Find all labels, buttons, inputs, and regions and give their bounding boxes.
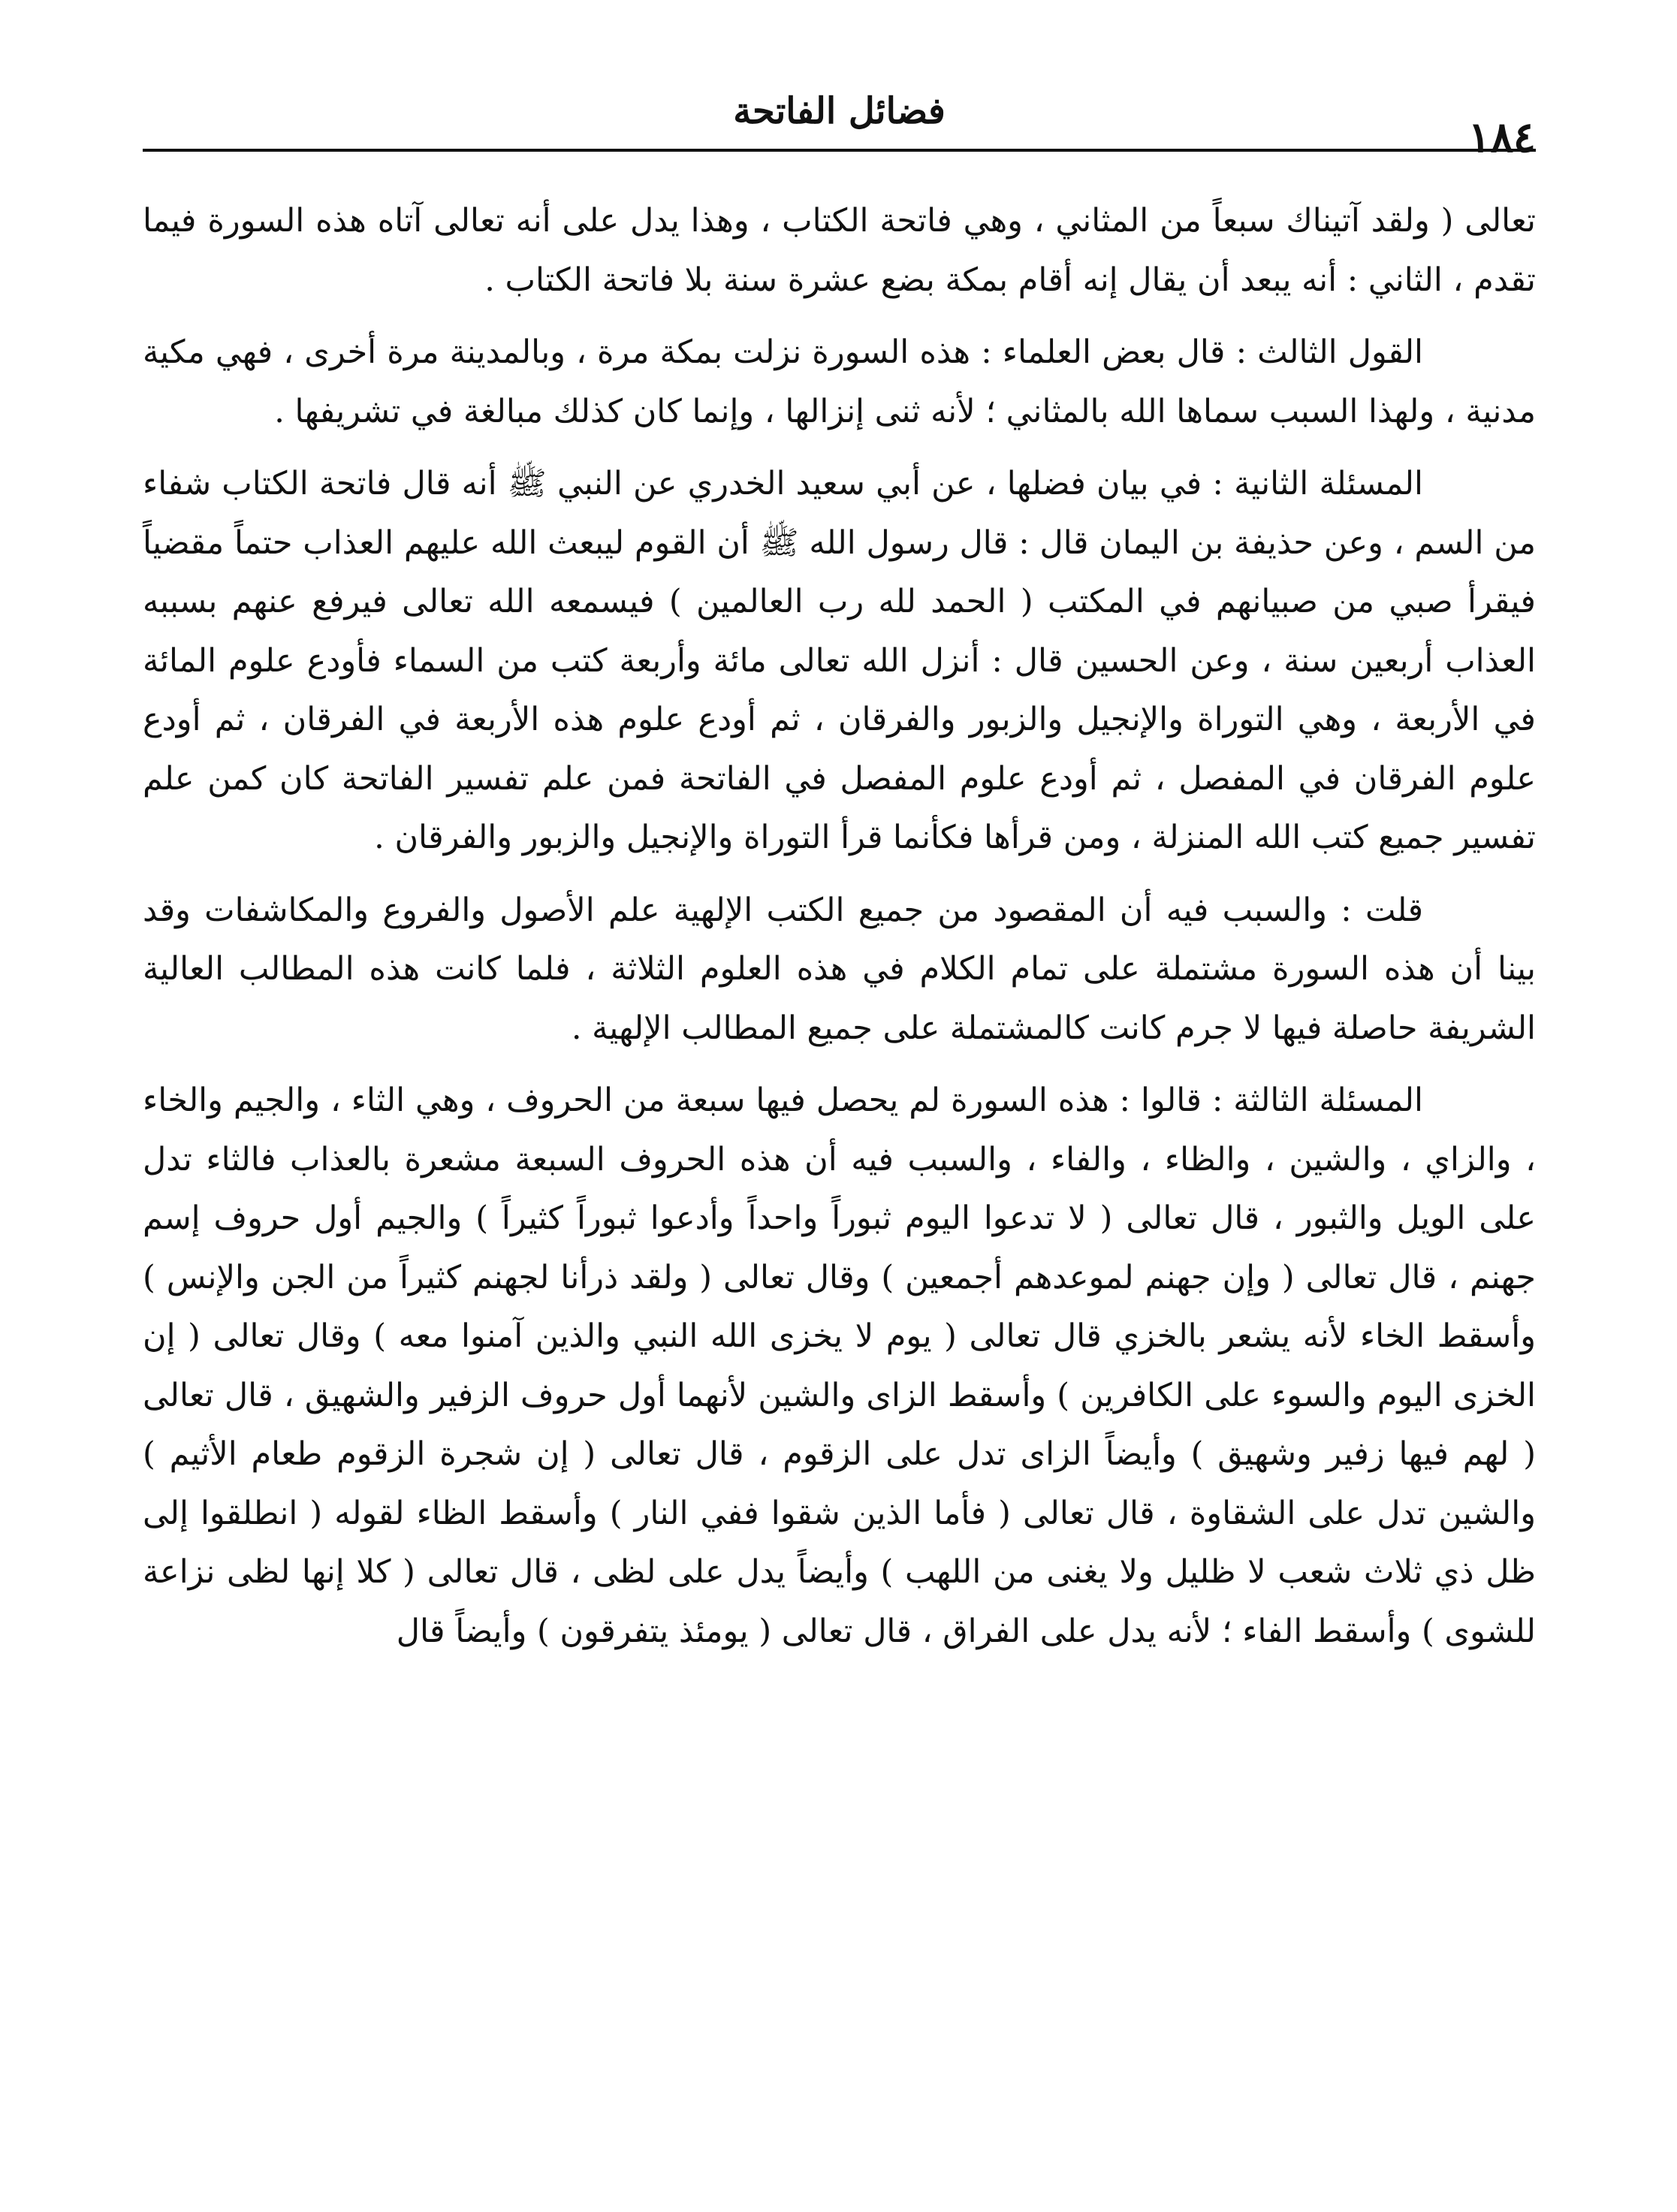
paragraph: قلت : والسبب فيه أن المقصود من جميع الكتب الإلهية علم الأصول والفروع والمكاشفات وقد بينا أن هذه السورة مشتملة على تمام الكلام في هذه العلوم الثلاثة ، فلما كانت هذه المطالب العالية الشريفة حاصلة فيها لا جرم كانت كالمشتملة على جميع المطالب الإلهية . [143,891,1536,1047]
paragraph: المسئلة الثانية : في بيان فضلها ، عن أبي سعيد الخدري عن النبي ﷺ أنه قال فاتحة الكتاب شفاء من السم ، وعن حذيفة بن اليمان قال : قال رسول الله ﷺ أن القوم ليبعث الله عليهم العذاب حتماً مقضياً فيقرأ صبي من صبيانهم في المكتب ( الحمد لله رب العالمين ) فيسمعه الله تعالى فيرفع عنهم بسببه العذاب أربعين سنة ، وعن الحسين قال : أنزل الله تعالى مائة وأربعة كتب من السماء فأودع علوم المائة في الأربعة ، وهي التوراة والإنجيل والزبور والفرقان ، ثم أودع علوم هذه الأربعة في الفرقان ، ثم أودع علوم الفرقان في المفصل ، ثم أودع علوم المفصل في الفاتحة فمن علم تفسير الفاتحة كان كمن علم تفسير جميع كتب الله المنزلة ، ومن قرأها فكأنما قرأ التوراة والإنجيل والزبور والفرقان . [143,465,1536,856]
paragraph: المسئلة الثالثة : قالوا : هذه السورة لم يحصل فيها سبعة من الحروف ، وهي الثاء ، والجيم والخاء ، والزاي ، والشين ، والظاء ، والفاء ، والسبب فيه أن هذه الحروف السبعة مشعرة بالعذاب فالثاء تدل على الويل والثبور ، قال تعالى ( لا تدعوا اليوم ثبوراً واحداً وأدعوا ثبوراً كثيراً ) والجيم أول حروف إسم جهنم ، قال تعالى ( وإن جهنم لموعدهم أجمعين ) وقال تعالى ( ولقد ذرأنا لجهنم كثيراً من الجن والإنس ) وأسقط الخاء لأنه يشعر بالخزي قال تعالى ( يوم لا يخزى الله النبي والذين آمنوا معه ) وقال تعالى ( إن الخزى اليوم والسوء على الكافرين ) وأسقط الزاى والشين لأنهما أول حروف الزفير والشهيق ، قال تعالى ( لهم فيها زفير وشهيق ) وأيضاً الزاى تدل على الزقوم ، قال تعالى ( إن شجرة الزقوم طعام الأثيم ) والشين تدل على الشقاوة ، قال تعالى ( فأما الذين شقوا ففي النار ) وأسقط الظاء لقوله ( انطلقوا إلى ظل ذي ثلاث شعب لا ظليل ولا يغنى من اللهب ) وأيضاً يدل على لظى ، قال تعالى ( كلا إنها لظى نزاعة للشوى ) وأسقط الفاء ؛ لأنه يدل على الفراق ، قال تعالى ( يومئذ يتفرقون ) وأيضاً قال [143,1082,1536,1650]
paragraph: القول الثالث : قال بعض العلماء : هذه السورة نزلت بمكة مرة ، وبالمدينة مرة أخرى ، فهي مكية مدنية ، ولهذا السبب سماها الله بالمثاني ؛ لأنه ثنى إنزالها ، وإنما كان كذلك مبالغة في تشريفها . [143,333,1536,430]
header-rule [143,149,1536,152]
running-title: فضائل الفاتحة [733,90,946,132]
page-number: ١٨٤ [1467,113,1536,162]
page-header [143,75,1536,162]
page-body [143,192,1536,1674]
paragraph: تعالى ( ولقد آتيناك سبعاً من المثاني ، وهي فاتحة الكتاب ، وهذا يدل على أنه تعالى آتاه هذه السورة فيما تقدم ، الثاني : أنه يبعد أن يقال إنه أقام بمكة بضع عشرة سنة بلا فاتحة الكتاب . [143,202,1536,299]
